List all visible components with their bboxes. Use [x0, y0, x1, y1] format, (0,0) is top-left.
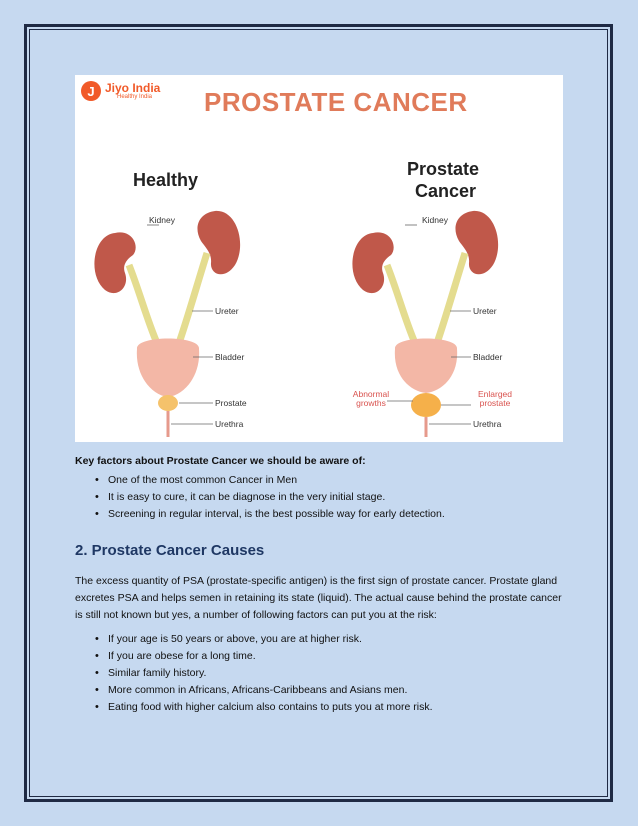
- label-kidney-cancer: Kidney: [422, 215, 448, 225]
- logo-subtitle: Healthy India: [117, 94, 153, 100]
- key-factors-list: [75, 472, 445, 523]
- left-kidney-healthy: [94, 232, 135, 293]
- cancer-title-line2: Cancer: [415, 181, 477, 201]
- list-item: • If your age is 50 years or above, you are at higher risk.: [75, 631, 433, 648]
- cancer-title-line1: Prostate: [407, 159, 480, 179]
- prostate-cancer-figure: [75, 75, 563, 442]
- causes-paragraph: The excess quantity of PSA (prostate-specific antigen) is the first sign of prostate cancer. Prostate gland excretes PSA and helps semen in retaining its state (liquid). The actual cause behind the prostate cancer is still not known but yes, a number of following factors can put you at the risk:: [75, 575, 562, 621]
- label-enlarged-prostate: Enlarged prostate: [477, 389, 513, 409]
- causes-heading: 2. Prostate Cancer Causes: [75, 542, 265, 559]
- label-prostate-healthy: Prostate: [215, 398, 247, 408]
- label-bladder-cancer: Bladder: [473, 352, 503, 362]
- healthy-title: Healthy: [133, 170, 199, 190]
- label-bladder-healthy: Bladder: [215, 352, 245, 362]
- label-urethra-healthy: Urethra: [215, 419, 244, 429]
- prostate-enlarged: [411, 393, 441, 417]
- left-kidney-cancer: [352, 232, 393, 293]
- figure-title: PROSTATE CANCER: [204, 87, 468, 117]
- label-urethra-cancer: Urethra: [473, 419, 502, 429]
- anatomy-illustration: [75, 75, 563, 442]
- prostate-healthy: [158, 395, 178, 411]
- list-item: • If you are obese for a long time.: [75, 648, 433, 665]
- logo-name: Jiyo India: [105, 81, 161, 95]
- bladder-healthy: [137, 339, 199, 398]
- label-abnormal-growths: Abnormal growths: [352, 389, 390, 409]
- key-factors-heading: Key factors about Prostate Cancer we should be aware of:: [75, 455, 366, 467]
- label-ureter-cancer: Ureter: [473, 306, 497, 316]
- list-item: • One of the most common Cancer in Men: [75, 472, 445, 489]
- label-kidney-healthy: Kidney: [149, 215, 175, 225]
- list-item: • It is easy to cure, it can be diagnose in the very initial stage.: [75, 489, 445, 506]
- logo-icon: J: [81, 81, 101, 101]
- list-item: • Screening in regular interval, is the best possible way for early detection.: [75, 506, 445, 523]
- list-item: • Similar family history.: [75, 665, 433, 682]
- list-item: • Eating food with higher calcium also contains to puts you at more risk.: [75, 699, 433, 716]
- bladder-cancer: [395, 339, 457, 394]
- list-item: • More common in Africans, Africans-Caribbeans and Asians men.: [75, 682, 433, 699]
- label-ureter-healthy: Ureter: [215, 306, 239, 316]
- causes-list: [75, 631, 433, 716]
